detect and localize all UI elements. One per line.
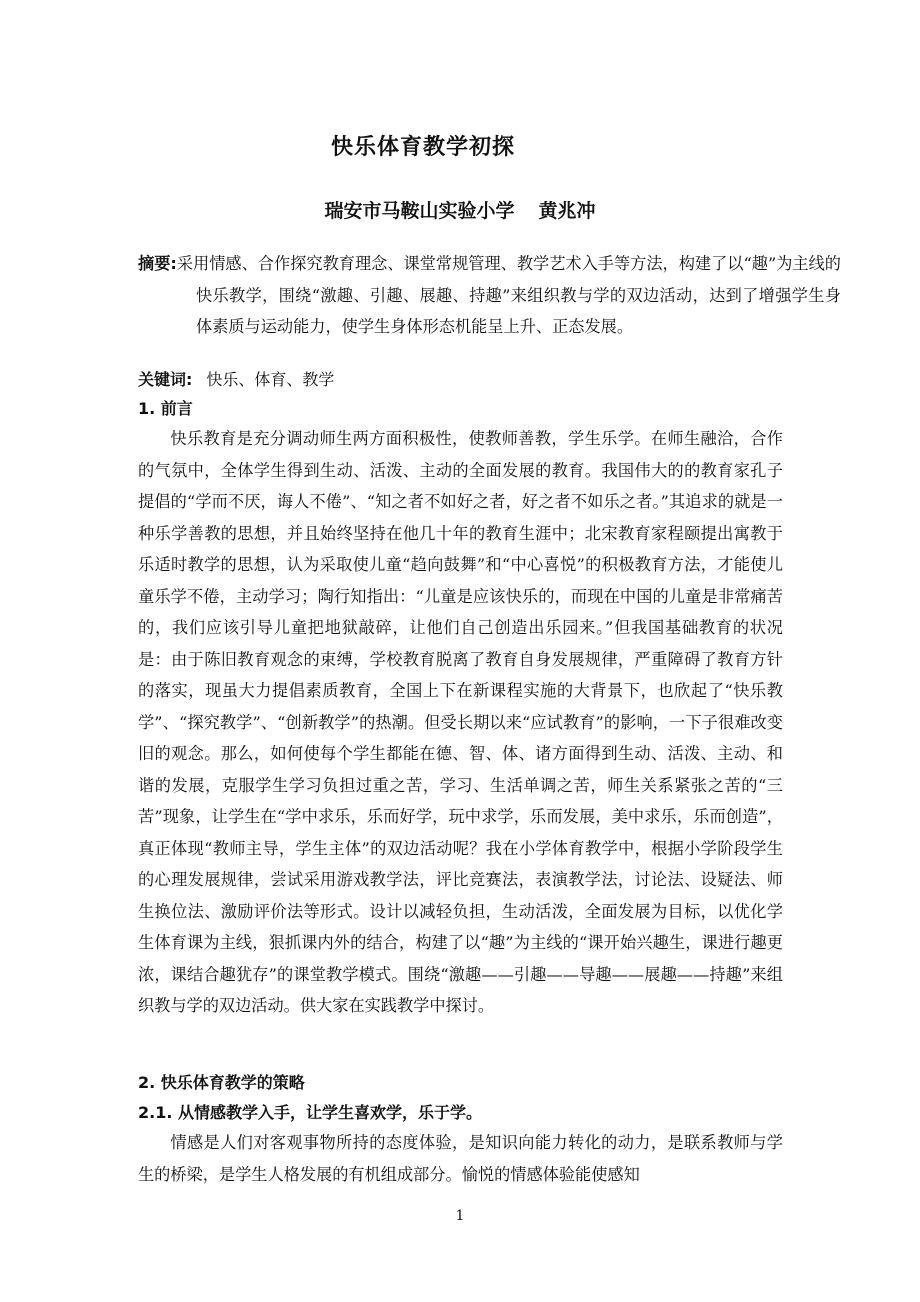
- section-heading-intro: 1. 前言: [138, 399, 193, 418]
- author-school: 瑞安市马鞍山实验小学: [324, 200, 515, 222]
- emotion-paragraph: 情感是人们对客观事物所持的态度体验，是知识向能力转化的动力，是联系教师与学生的桥梁，是学生人格发展的有机组成部分。愉悦的情感体验能使感知: [138, 1133, 783, 1184]
- keywords-text: 快乐、体育、教学: [206, 370, 335, 389]
- abstract: [138, 248, 841, 343]
- section-heading-strategy: 2. 快乐体育教学的策略: [138, 1073, 305, 1092]
- keywords: [138, 366, 783, 394]
- keywords-label: 关键词:: [138, 370, 193, 389]
- abstract-label: 摘要:: [138, 254, 177, 273]
- author-name: 黄兆冲: [538, 200, 596, 222]
- page-number: 1: [455, 1208, 465, 1224]
- author-line: [0, 196, 920, 223]
- subsection-heading-emotion: 2.1. 从情感教学入手，让学生喜欢学，乐于学。: [138, 1103, 482, 1122]
- document-title: 快乐体育教学初探: [330, 135, 515, 160]
- intro-paragraph: 快乐教育是充分调动师生两方面积极性，使教师善教，学生乐学。在师生融洽，合作的气氛中，全体学生得到生动、活泼、主动的全面发展的教育。我国伟大的的教育家孔子提倡的“学而不厌，诲人不倦”、“知之者不如好之者，好之者不如乐之者。”其追求的就是一种乐学善教的思想，并且始终坚持在他几十年的教育生涯中；北宋教育家程颐提出寓教于乐适时教学的思想，认为采取使儿童“趋向鼓舞”和“中心喜悦”的积极教育方法，才能使儿童乐学不倦，主动学习；陶行知指出：“儿童是应该快乐的，而现在中国的儿童是非常痛苦的，我们应该引导儿童把地狱敲碎，让他们自己创造出乐园来。”但我国基础教育的状况是：由于陈旧教育观念的束缚，学校教育脱离了教育自身发展规律，严重障碍了教育方针的落实，现虽大力提倡素质教育，全国上下在新课程实施的大背景下，也欣起了“快乐教学”、“探究教学”、“创新教学”的热潮。但受长期以来“应试教育”的影响，一下子很难改变旧的观念。那么，如何使每个学生都能在德、智、体、诸方面得到生动、活泼、主动、和谐的发展，克服学生学习负担过重之苦，学习、生活单调之苦，师生关系紧张之苦的“三苦”现象，让学生在“学中求乐，乐而好学，玩中求学，乐而发展，美中求乐，乐而创造”，真正体现“教师主导，学生主体”的双边活动呢？我在小学体育教学中，根据小学阶段学生的心理发展规律，尝试采用游戏教学法，评比竞赛法，表演教学法，讨论法、设疑法、师生换位法、激励评价法等形式。设计以减轻负担，生动活泼，全面发展为目标，以优化学生体育课为主线，狠抓课内外的结合，构建了以“趣”为主线的“课开始兴趣生，课进行趣更浓，课结合趣犹存”的课堂教学模式。围绕“激趣——引趣——导趣——展趣——持趣”来组织教与学的双边活动。供大家在实践教学中探讨。: [138, 429, 783, 1015]
- abstract-text: 采用情感、合作探究教育理念、课堂常规管理、教学艺术入手等方法，构建了以“趣”为主线的快乐教学，围绕“激趣、引趣、展趣、持趣”来组织教与学的双边活动，达到了增强学生身体素质与运动能力，使学生身体形态机能呈上升、正态发展。: [176, 254, 841, 336]
